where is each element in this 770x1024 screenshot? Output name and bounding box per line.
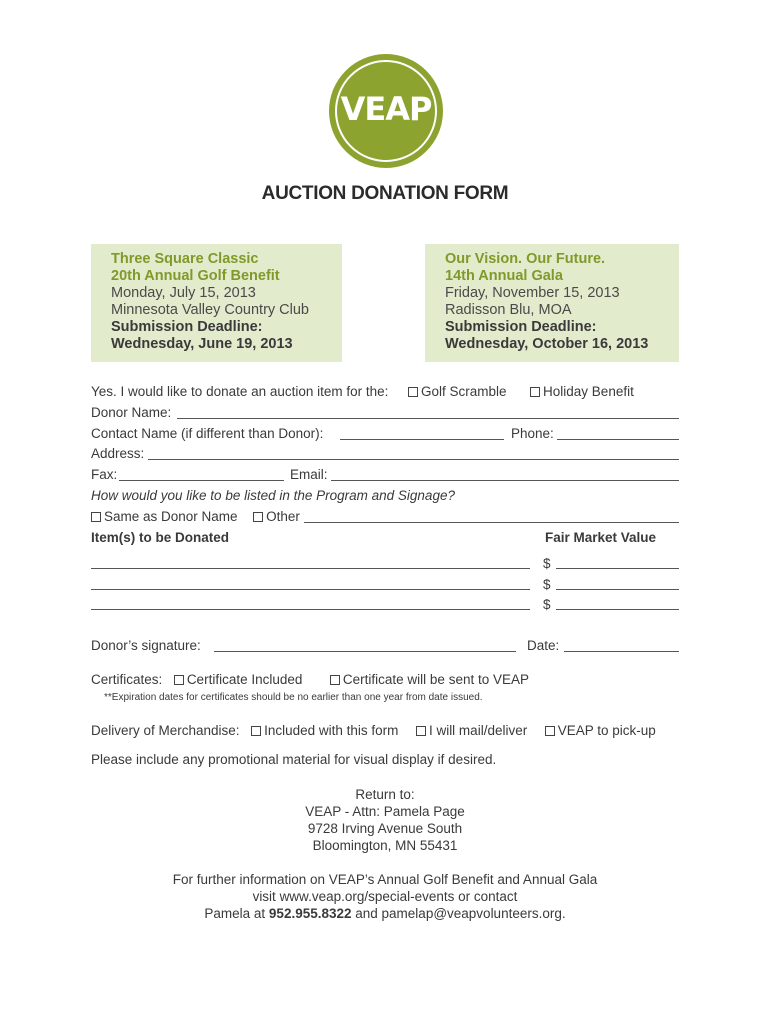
delivery-pickup-label: VEAP to pick-up: [557, 723, 656, 738]
same-as-donor-checkbox[interactable]: [91, 512, 101, 522]
promo-note: Please include any promotional material for visual display if desired.: [91, 752, 497, 767]
certificates-row: [91, 672, 529, 687]
donor-name-field[interactable]: [177, 418, 679, 419]
address-field[interactable]: [148, 459, 679, 460]
same-as-donor-label: Same as Donor Name: [104, 509, 238, 524]
address-label: Address:: [91, 446, 145, 461]
gala-deadline-date: Wednesday, October 16, 2013: [445, 336, 649, 352]
cert-sent-label: Certificate will be sent to VEAP: [342, 672, 529, 687]
contact-phone[interactable]: 952.955.8322: [268, 906, 352, 921]
signature-field[interactable]: [214, 651, 516, 652]
contact-email[interactable]: and pamelap@veapvolunteers.org.: [351, 906, 566, 921]
info-line-2: visit www.veap.org/special-events or contact: [252, 889, 518, 904]
other-checkbox[interactable]: [253, 512, 263, 522]
item-line-1[interactable]: [91, 568, 530, 569]
gala-event-name: Our Vision. Our Future.: [445, 251, 606, 267]
golf-scramble-label: Golf Scramble: [420, 384, 507, 399]
golf-event-name: Three Square Classic: [111, 251, 259, 267]
date-label: Date:: [527, 638, 560, 653]
return-line-2: 9728 Irving Avenue South: [307, 821, 463, 836]
holiday-benefit-checkbox[interactable]: [530, 387, 540, 397]
phone-field[interactable]: [557, 439, 679, 440]
cert-sent-checkbox[interactable]: [330, 675, 340, 685]
value-field-3[interactable]: [556, 609, 679, 610]
value-field-1[interactable]: [556, 568, 679, 569]
fax-field[interactable]: [119, 480, 284, 481]
return-line-1: VEAP - Attn: Pamela Page: [305, 804, 465, 819]
logo-circle: [329, 54, 443, 168]
logo-text: VEAP: [340, 90, 432, 128]
info-prefix: Pamela at: [204, 906, 269, 921]
delivery-mail-checkbox[interactable]: [416, 726, 426, 736]
fmv-header: Fair Market Value: [545, 530, 657, 545]
value-field-2[interactable]: [556, 589, 679, 590]
listing-options-row: [91, 509, 300, 524]
delivery-included-label: Included with this form: [264, 723, 399, 738]
golf-event-venue: Minnesota Valley Country Club: [111, 302, 309, 318]
gala-box: [425, 244, 679, 362]
holiday-benefit-label: Holiday Benefit: [543, 384, 634, 399]
delivery-pickup-checkbox[interactable]: [545, 726, 555, 736]
donate-prompt: Yes. I would like to donate an auction item for the:: [91, 384, 389, 399]
return-label: Return to:: [355, 787, 415, 802]
item-line-2[interactable]: [91, 589, 530, 590]
golf-event-date: Monday, July 15, 2013: [111, 285, 256, 301]
gala-deadline-label: Submission Deadline:: [445, 319, 597, 335]
cert-included-checkbox[interactable]: [174, 675, 184, 685]
fax-label: Fax:: [91, 467, 118, 482]
veap-logo: [329, 54, 443, 168]
gala-event-subtitle: 14th Annual Gala: [445, 268, 563, 284]
info-line-1: For further information on VEAP’s Annual Golf Benefit and Annual Gala: [172, 872, 598, 887]
phone-label: Phone:: [511, 426, 554, 441]
info-block: [0, 871, 770, 922]
delivery-label: Delivery of Merchandise:: [91, 723, 240, 738]
items-header: Item(s) to be Donated: [91, 530, 230, 545]
other-listing-field[interactable]: [304, 522, 679, 523]
page-title: AUCTION DONATION FORM: [261, 183, 509, 204]
dollar-sign-1: $: [543, 556, 551, 571]
gala-event-date: Friday, November 15, 2013: [445, 285, 620, 301]
delivery-included-checkbox[interactable]: [251, 726, 261, 736]
return-line-3: Bloomington, MN 55431: [312, 838, 458, 853]
date-field[interactable]: [564, 651, 679, 652]
item-line-3[interactable]: [91, 609, 530, 610]
golf-scramble-checkbox[interactable]: [408, 387, 418, 397]
delivery-mail-label: I will mail/deliver: [428, 723, 528, 738]
golf-deadline-date: Wednesday, June 19, 2013: [111, 336, 293, 352]
contact-name-field[interactable]: [340, 439, 504, 440]
delivery-row: [91, 723, 656, 738]
return-block: [0, 786, 770, 854]
donor-name-label: Donor Name:: [91, 405, 172, 420]
info-line-3: [0, 905, 770, 922]
signature-label: Donor’s signature:: [91, 638, 201, 653]
other-label: Other: [266, 509, 300, 524]
contact-name-label: Contact Name (if different than Donor):: [91, 426, 324, 441]
golf-deadline-label: Submission Deadline:: [111, 319, 263, 335]
golf-benefit-box: [91, 244, 342, 362]
donate-option-row: [91, 384, 634, 399]
email-label: Email:: [290, 467, 328, 482]
cert-included-label: Certificate Included: [186, 672, 303, 687]
cert-expiration-note: **Expiration dates for certificates should be no earlier than one year from date issued.: [104, 692, 483, 703]
listing-question: How would you like to be listed in the Program and Signage?: [91, 488, 455, 503]
gala-event-venue: Radisson Blu, MOA: [445, 302, 572, 318]
email-field[interactable]: [331, 480, 679, 481]
dollar-sign-3: $: [543, 597, 551, 612]
certificates-label: Certificates:: [91, 672, 163, 687]
golf-event-subtitle: 20th Annual Golf Benefit: [111, 268, 280, 284]
dollar-sign-2: $: [543, 577, 551, 592]
